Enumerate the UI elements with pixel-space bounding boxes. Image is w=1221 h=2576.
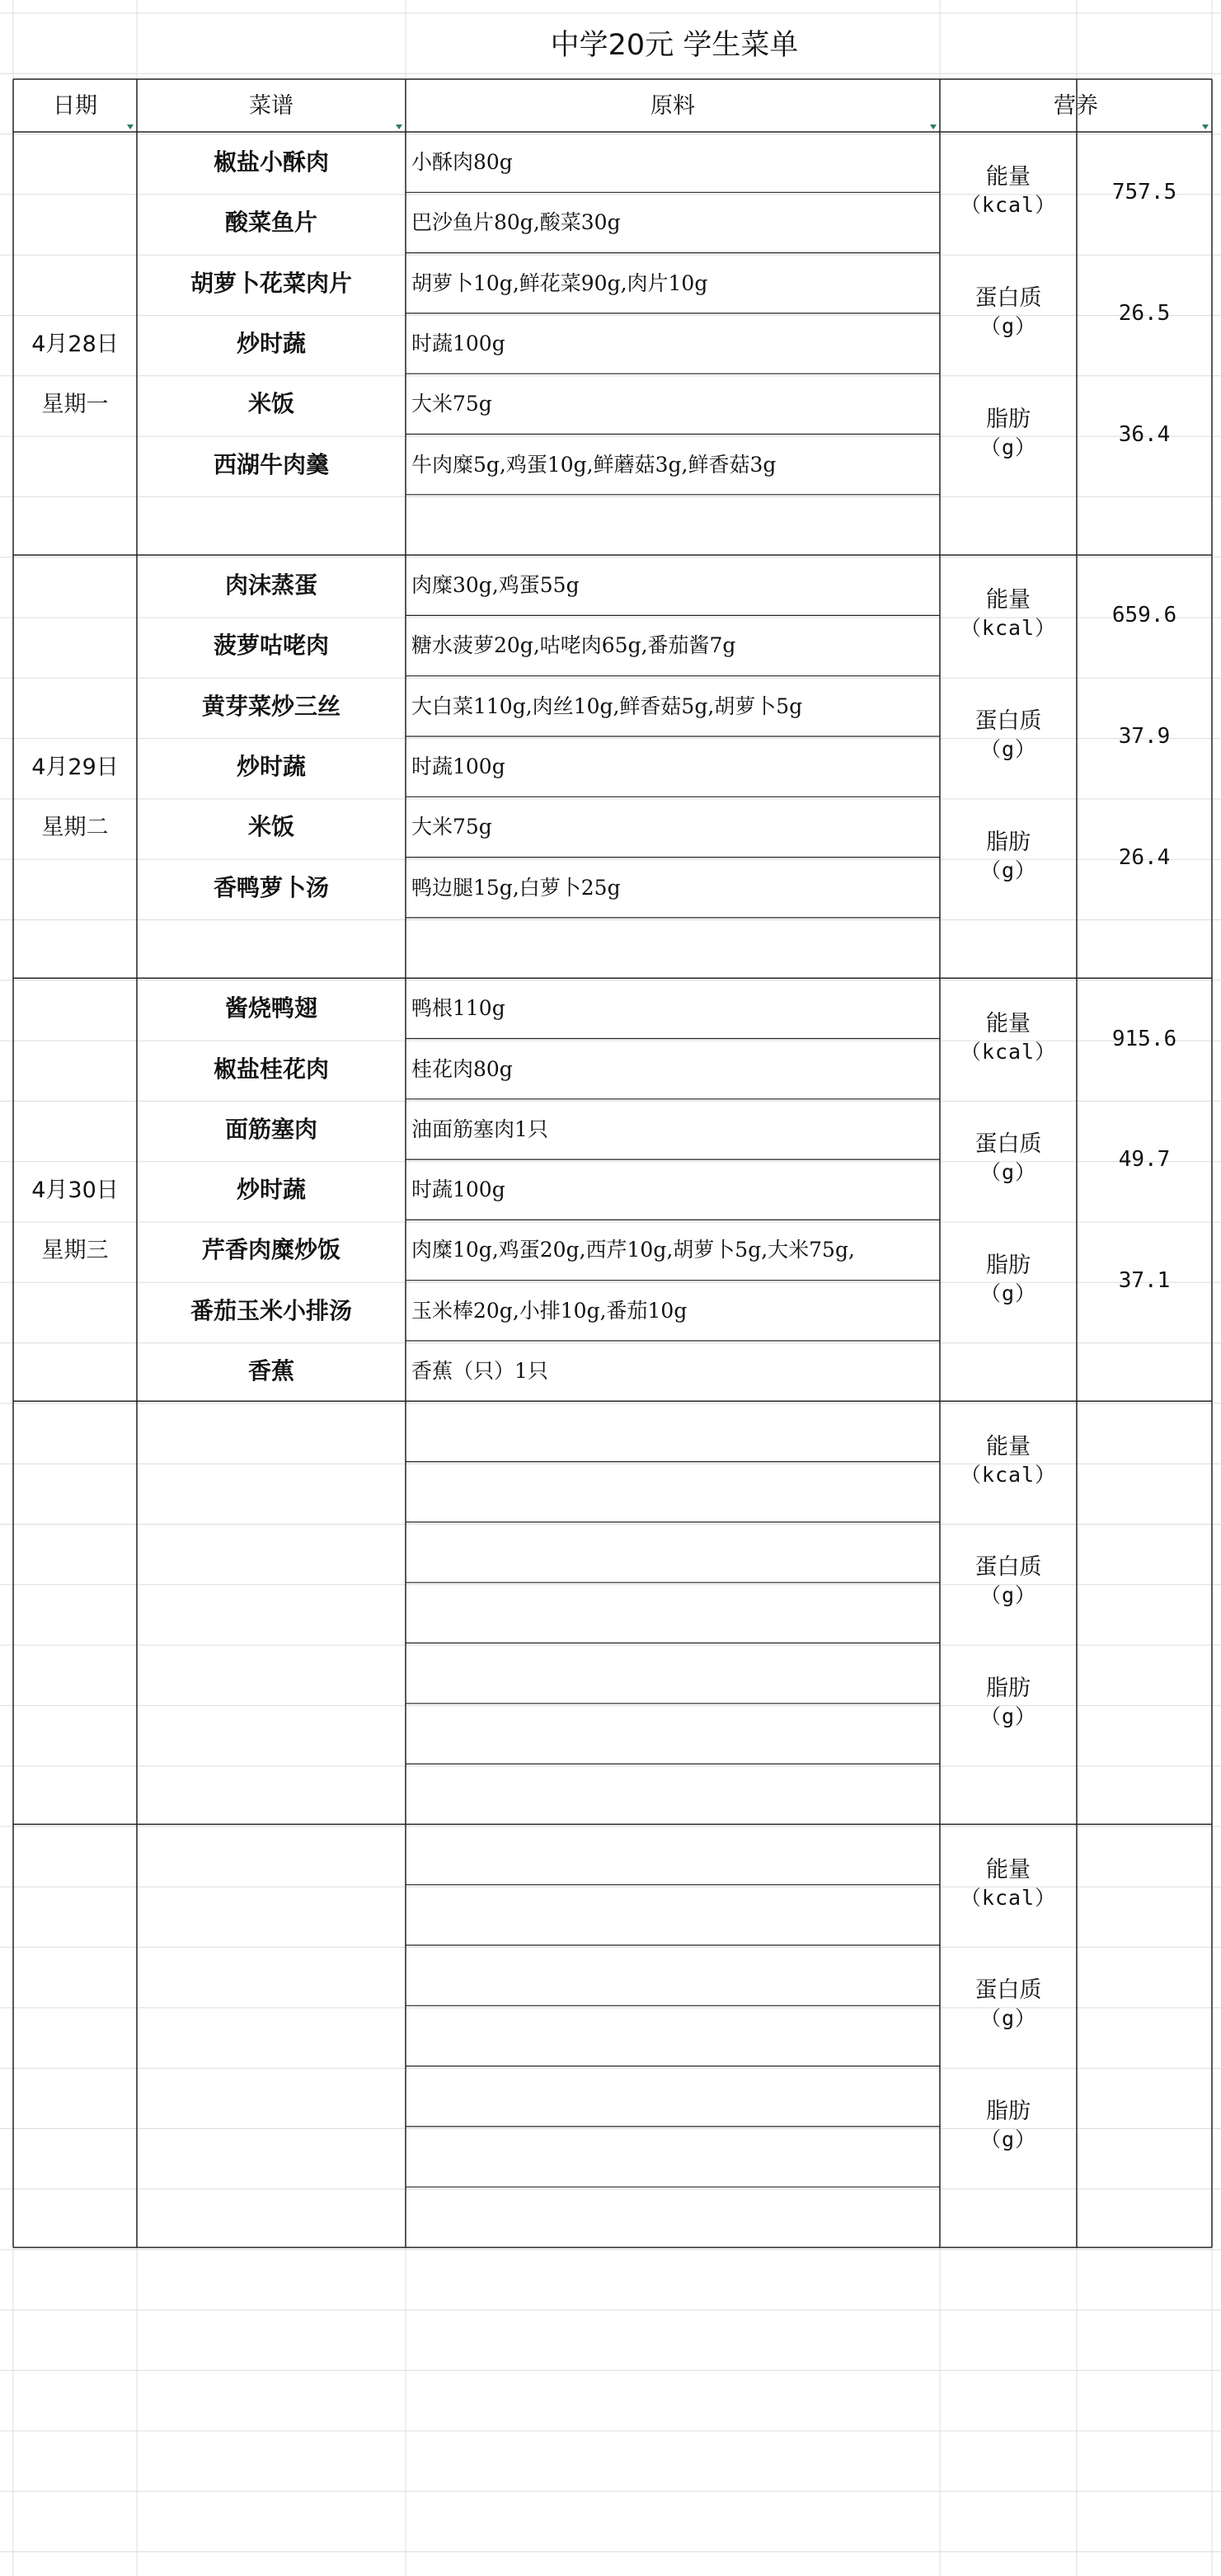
day-weekday: 星期一 [41, 392, 109, 417]
dish-name: 酱烧鸭翅 [224, 994, 318, 1022]
day-date: 4月30日 [31, 1178, 119, 1204]
nutrition-label-fat [980, 2100, 1036, 2150]
header-date: 日期 [53, 93, 97, 119]
nutrition-name: 能量 [986, 1856, 1031, 1883]
ingredient-text: 鸭根110g [411, 996, 505, 1021]
nutrition-label-protein [975, 710, 1042, 759]
ingredient-text: 时蔬100g [411, 331, 505, 355]
ingredient-text: 大米75g [411, 392, 492, 416]
nutrition-unit: （kcal） [960, 616, 1057, 641]
dish-name: 椒盐桂花肉 [213, 1055, 330, 1083]
day-date: 4月28日 [31, 331, 119, 357]
dish-name: 米饭 [247, 813, 295, 841]
ingredient-text: 香蕉（只）1只 [411, 1359, 548, 1383]
nutrition-unit: （g） [979, 435, 1037, 459]
nutrition-unit: （g） [979, 737, 1037, 761]
dish-name: 酸菜鱼片 [224, 209, 318, 237]
nutrition-label-protein [974, 1977, 1042, 2031]
dish-name: 芹香肉糜炒饭 [201, 1236, 341, 1264]
nutrition-label-energy [960, 164, 1057, 218]
nutrition-name: 蛋白质 [974, 1977, 1042, 2004]
nutrition-name: 能量 [986, 1433, 1031, 1460]
ingredient-text: 肉糜10g,鸡蛋20g,西芹10g,胡萝卜5g,大米75g, [411, 1238, 855, 1262]
nutrition-unit: （g） [979, 313, 1037, 338]
ingredient-text: 大白菜110g,肉丝10g,鲜香菇5g,胡萝卜5g [411, 693, 803, 718]
nutrition-value-fat: 36.4 [1118, 421, 1171, 447]
dish-name: 菠萝咕咾肉 [213, 632, 330, 660]
nutrition-name: 能量 [986, 1010, 1031, 1037]
dish-name: 椒盐小酥肉 [213, 148, 330, 176]
filter-dropdown-icon[interactable] [127, 125, 134, 129]
ingredient-text: 巴沙鱼片80g,酸菜30g [411, 210, 621, 235]
nutrition-value-protein: 49.7 [1118, 1147, 1171, 1173]
header-ingredients: 原料 [650, 93, 695, 119]
nutrition-name: 脂肪 [986, 2098, 1031, 2124]
ingredient-text: 时蔬100g [411, 1178, 505, 1202]
nutrition-value-fat: 26.4 [1118, 844, 1171, 870]
nutrition-label-protein [974, 284, 1042, 338]
nutrition-name: 蛋白质 [974, 1554, 1042, 1581]
nutrition-name: 蛋白质 [974, 708, 1042, 734]
dish-name: 西湖牛肉羹 [213, 450, 330, 478]
nutrition-label-fat [980, 831, 1036, 881]
page-title: 中学20元 学生菜单 [550, 29, 799, 62]
nutrition-unit: （g） [979, 1281, 1037, 1305]
dish-name: 胡萝卜花菜肉片 [190, 269, 353, 297]
nutrition-name: 脂肪 [986, 1252, 1031, 1278]
dish-name: 炒时蔬 [236, 1176, 307, 1204]
nutrition-unit: （g） [979, 1704, 1037, 1728]
ingredient-text: 鸭边腿15g,白萝卜25g [411, 875, 621, 900]
ingredient-text: 牛肉糜5g,鸡蛋10g,鲜蘑菇3g,鲜香菇3g [411, 452, 777, 477]
nutrition-name: 能量 [986, 587, 1031, 613]
nutrition-label-energy [960, 1856, 1057, 1910]
dish-name: 香蕉 [247, 1357, 295, 1384]
nutrition-unit: （kcal） [960, 1885, 1057, 1910]
day-weekday: 星期三 [41, 1238, 109, 1264]
nutrition-value-protein: 37.9 [1118, 724, 1171, 749]
filter-dropdown-icon[interactable] [1202, 125, 1209, 129]
nutrition-unit: （g） [979, 858, 1037, 882]
ingredient-text: 小酥肉80g [411, 150, 513, 174]
nutrition-label-energy [960, 1010, 1057, 1064]
nutrition-label-fat [980, 1254, 1036, 1304]
dish-name: 黄芽菜炒三丝 [201, 692, 341, 720]
nutrition-value-fat: 37.1 [1118, 1267, 1171, 1293]
nutrition-unit: （g） [979, 1583, 1037, 1608]
dish-name: 番茄玉米小排汤 [190, 1296, 353, 1324]
header-dish: 菜谱 [249, 93, 294, 119]
ingredient-text: 胡萝卜10g,鲜花菜90g,肉片10g [411, 270, 708, 295]
nutrition-label-fat [980, 408, 1036, 458]
ingredient-text: 糖水菠萝20g,咕咾肉65g,番茄酱7g [411, 633, 736, 658]
nutrition-name: 能量 [986, 164, 1031, 190]
ingredient-text: 桂花肉80g [411, 1056, 513, 1081]
nutrition-value-energy: 757.5 [1111, 180, 1177, 205]
nutrition-name: 脂肪 [986, 406, 1031, 432]
ingredient-text: 油面筋塞肉1只 [411, 1116, 548, 1141]
nutrition-name: 蛋白质 [974, 284, 1042, 311]
filter-dropdown-icon[interactable] [396, 125, 402, 129]
nutrition-label-fat [980, 1677, 1036, 1727]
nutrition-value-protein: 26.5 [1118, 300, 1171, 326]
nutrition-unit: （kcal） [960, 1462, 1057, 1487]
dish-name: 炒时蔬 [236, 329, 307, 357]
ingredient-text: 时蔬100g [411, 754, 505, 778]
nutrition-label-energy [960, 1433, 1057, 1487]
nutrition-name: 脂肪 [986, 829, 1031, 855]
nutrition-unit: （kcal） [960, 1039, 1057, 1064]
nutrition-unit: （g） [979, 1160, 1037, 1185]
ingredient-text: 肉糜30g,鸡蛋55g [411, 573, 580, 598]
ingredient-text: 玉米棒20g,小排10g,番茄10g [411, 1298, 688, 1323]
nutrition-name: 蛋白质 [974, 1131, 1042, 1158]
day-weekday: 星期二 [41, 815, 109, 841]
dish-name: 面筋塞肉 [224, 1115, 318, 1143]
nutrition-label-protein [974, 1554, 1042, 1608]
nutrition-label-energy [960, 587, 1057, 641]
nutrition-label-protein [974, 1131, 1042, 1185]
nutrition-name: 脂肪 [986, 1675, 1031, 1701]
ingredient-text: 大米75g [411, 815, 492, 839]
day-date: 4月29日 [31, 754, 119, 781]
nutrition-unit: （g） [979, 2127, 1037, 2151]
filter-dropdown-icon[interactable] [930, 125, 937, 129]
dish-name: 炒时蔬 [236, 753, 307, 780]
dish-name: 香鸭萝卜汤 [213, 873, 330, 901]
dish-name: 米饭 [247, 390, 295, 418]
dish-name: 肉沫蒸蛋 [224, 571, 318, 599]
header-nutrition: 营养 [1054, 93, 1098, 119]
nutrition-unit: （kcal） [960, 193, 1057, 218]
nutrition-unit: （g） [979, 2006, 1037, 2031]
nutrition-value-energy: 659.6 [1111, 603, 1177, 628]
nutrition-value-energy: 915.6 [1111, 1026, 1177, 1051]
